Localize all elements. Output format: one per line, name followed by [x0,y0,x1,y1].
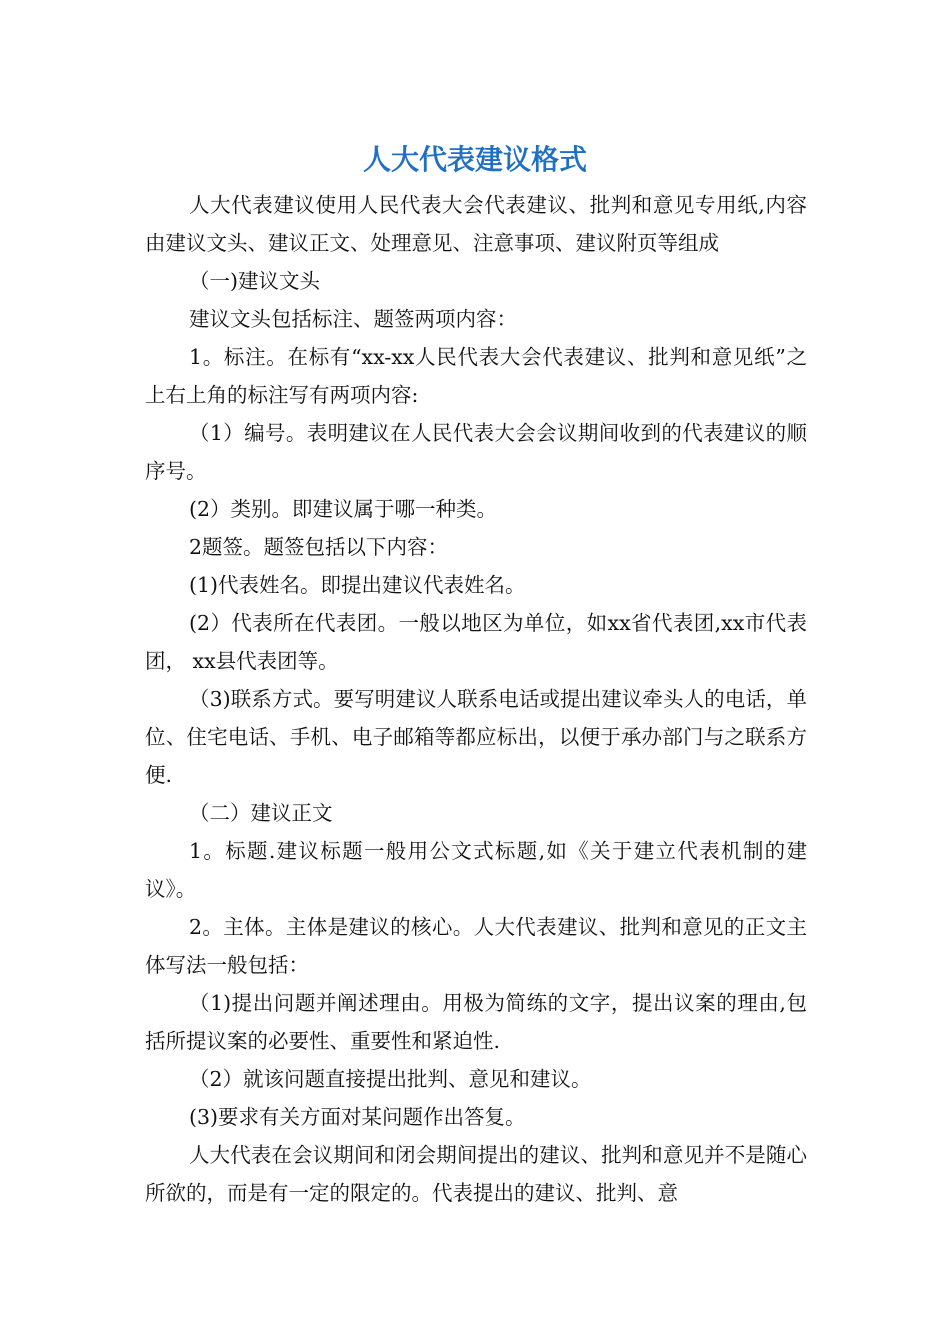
paragraph-conclusion: 人大代表在会议期间和闭会期间提出的建议、批判和意见并不是随心所欲的，而是有一定的限定的。代表提出的建议、批判、意 [145,1143,807,1205]
paragraph-delegate-name: (1)代表姓名。即提出建议代表姓名。 [189,573,526,597]
paragraph-annotation: 1。标注。在标有“xx-xx人民代表大会代表建议、批判和意见纸”之上右上角的标注写有两项内容: [145,345,807,407]
paragraph-signature: 2题签。题签包括以下内容： [189,535,449,559]
paragraph-subject-title: 1。标题.建议标题一般用公文式标题,如《关于建立代表机制的建议》。 [145,839,807,901]
paragraph-category: (2）类别。即建议属于哪一种类。 [189,497,498,521]
paragraph-header-intro: 建议文头包括标注、题签两项内容： [189,307,517,331]
paragraph-main-body: 2。主体。主体是建议的核心。人大代表建议、批判和意见的正文主体写法一般包括： [145,915,807,977]
paragraph-propose: （2）就该问题直接提出批判、意见和建议。 [189,1067,592,1091]
paragraph-delegation: (2）代表所在代表团。一般以地区为单位，如xx省代表团,xx市代表团， xx县代表团等。 [145,611,807,673]
paragraph-request-reply: (3)要求有关方面对某问题作出答复。 [189,1105,526,1129]
paragraph-raise-issue: （1)提出问题并阐述理由。用极为简练的文字，提出议案的理由,包括所提议案的必要性、重要性和紧迫性. [145,991,807,1053]
section-heading-header: （一)建议文头 [189,269,320,293]
paragraph-contact: （3)联系方式。要写明建议人联系电话或提出建议牵头人的电话，单位、住宅电话、手机、电子邮箱等都应标出，以便于承办部门与之联系方便. [145,687,807,787]
document-title: 人大代表建议格式 [362,143,587,176]
paragraph-number: （1）编号。表明建议在人民代表大会会议期间收到的代表建议的顺序号。 [145,421,807,483]
document-body [145,186,807,1212]
paragraph-intro: 人大代表建议使用人民代表大会代表建议、批判和意见专用纸,内容由建议文头、建议正文、处理意见、注意事项、建议附页等组成 [145,193,807,255]
section-heading-body: （二）建议正文 [189,801,333,825]
